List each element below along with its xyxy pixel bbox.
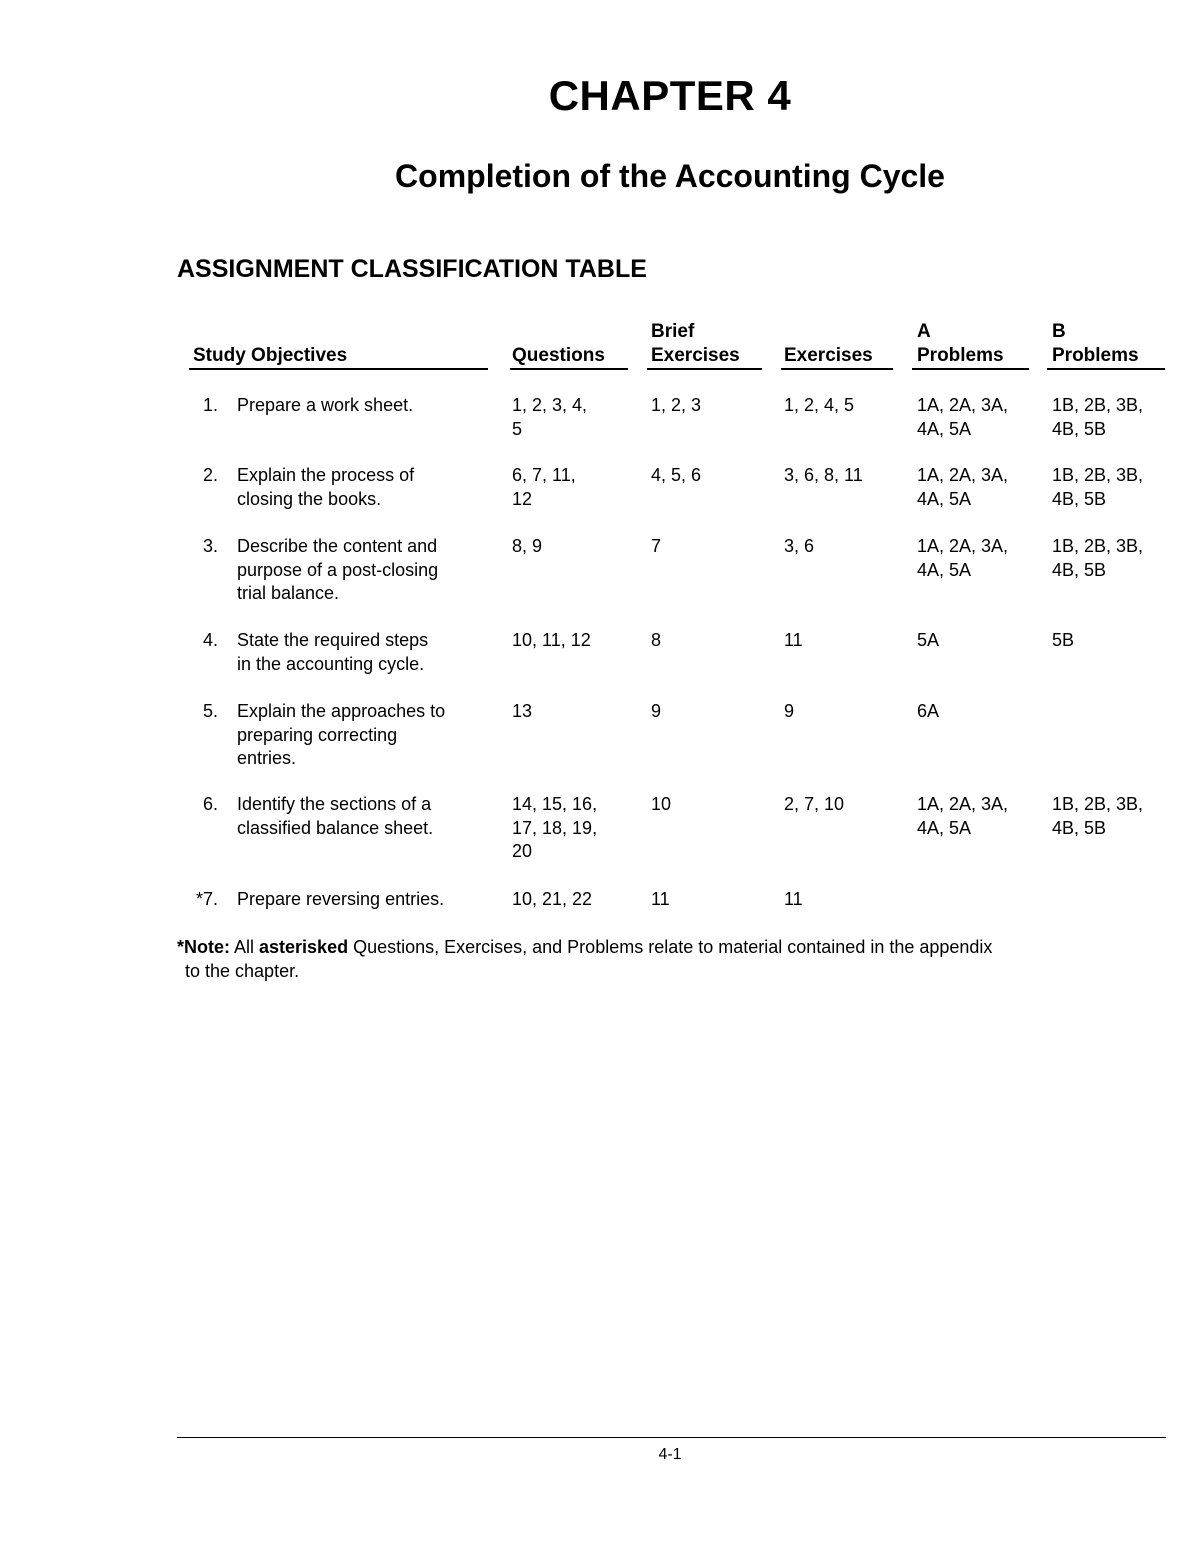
questions-cell: 1, 2, 3, 4, 5 (512, 395, 588, 439)
exercises-cell: 3, 6 (784, 536, 815, 556)
objective-text: Explain the process of closing the books. (237, 465, 415, 509)
a-problems-cell: 5A (917, 630, 940, 650)
b-problems-cell: 1B, 2B, 3B, 4B, 5B (1052, 465, 1144, 509)
note-text-all: All (230, 937, 260, 957)
note-text: Questions, Exercises, and Problems relate to material contained in the appendix (348, 937, 993, 957)
brief-exercises-cell: 9 (651, 701, 662, 721)
questions-cell: 13 (512, 701, 533, 721)
a-problems-cell: 6A (917, 701, 940, 721)
a-problems-cell: 1A, 2A, 3A, 4A, 5A (917, 536, 1009, 580)
footer-rule (177, 1437, 1166, 1438)
header-b-problems: B Problems (1052, 321, 1139, 366)
page-number: 4-1 (658, 1446, 682, 1463)
header-rule (1047, 368, 1165, 370)
objective-number: 4. (202, 630, 218, 650)
objective-number: 6. (202, 794, 218, 814)
brief-exercises-cell: 11 (651, 889, 670, 909)
objective-number: 1. (202, 395, 218, 415)
header-rule (912, 368, 1029, 370)
exercises-cell: 9 (784, 701, 795, 721)
a-problems-cell: 1A, 2A, 3A, 4A, 5A (917, 465, 1009, 509)
questions-cell: 14, 15, 16, 17, 18, 19, 20 (512, 794, 598, 861)
note-text-line2: to the chapter. (185, 961, 300, 981)
chapter-title: Completion of the Accounting Cycle (395, 158, 945, 194)
b-problems-cell: 5B (1052, 630, 1075, 650)
b-problems-cell: 1B, 2B, 3B, 4B, 5B (1052, 794, 1144, 838)
b-problems-cell: 1B, 2B, 3B, 4B, 5B (1052, 536, 1144, 580)
objective-number: 3. (202, 536, 218, 556)
header-questions: Questions (512, 345, 605, 366)
exercises-cell: 1, 2, 4, 5 (784, 395, 855, 415)
header-rule (781, 368, 893, 370)
exercises-cell: 2, 7, 10 (784, 794, 845, 814)
a-problems-cell: 1A, 2A, 3A, 4A, 5A (917, 794, 1009, 838)
header-rule (647, 368, 762, 370)
objective-text: Describe the content and purpose of a post-closing trial balance. (237, 536, 439, 603)
questions-cell: 8, 9 (512, 536, 543, 556)
objective-text: Identify the sections of a classified balance sheet. (237, 794, 434, 838)
header-rule (510, 368, 628, 370)
objective-text: Prepare a work sheet. (237, 395, 414, 415)
objective-text: Prepare reversing entries. (237, 889, 445, 909)
chapter-number: CHAPTER 4 (548, 72, 792, 119)
objective-number: 2. (202, 465, 218, 485)
objective-number: *7. (195, 889, 218, 909)
appendix-note (177, 935, 1172, 983)
a-problems-cell: 1A, 2A, 3A, 4A, 5A (917, 395, 1009, 439)
questions-cell: 10, 21, 22 (512, 889, 593, 909)
objective-text: Explain the approaches to preparing correcting entries. (237, 701, 446, 768)
b-problems-cell: 1B, 2B, 3B, 4B, 5B (1052, 395, 1144, 439)
questions-cell: 6, 7, 11, 12 (512, 465, 576, 509)
header-brief-exercises: Brief Exercises (651, 321, 740, 366)
header-rule (189, 368, 488, 370)
header-exercises: Exercises (784, 345, 873, 366)
note-lead: *Note: (177, 937, 230, 957)
section-heading: ASSIGNMENT CLASSIFICATION TABLE (177, 255, 647, 283)
exercises-cell: 3, 6, 8, 11 (784, 465, 863, 485)
header-a-problems: A Problems (917, 321, 1004, 366)
header-study-objectives: Study Objectives (193, 345, 348, 366)
brief-exercises-cell: 4, 5, 6 (651, 465, 702, 485)
brief-exercises-cell: 1, 2, 3 (651, 395, 702, 415)
brief-exercises-cell: 7 (651, 536, 662, 556)
objective-number: 5. (202, 701, 218, 721)
brief-exercises-cell: 8 (651, 630, 662, 650)
exercises-cell: 11 (784, 889, 803, 909)
exercises-cell: 11 (784, 630, 803, 650)
brief-exercises-cell: 10 (651, 794, 672, 814)
note-bold-word: asterisked (259, 937, 349, 957)
questions-cell: 10, 11, 12 (512, 630, 591, 650)
objective-text: State the required steps in the accounting cycle. (237, 630, 429, 674)
